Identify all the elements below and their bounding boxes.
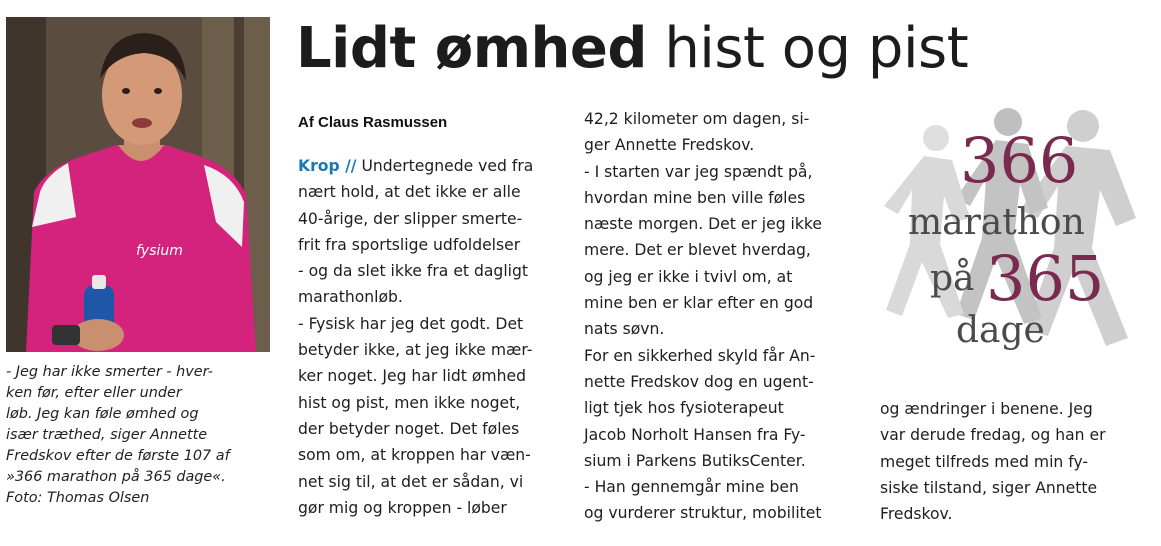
- byline: Af Claus Rasmussen: [298, 114, 448, 131]
- column-line: mine ben er klar efter en god: [584, 294, 814, 313]
- article-column-3: [880, 396, 1142, 527]
- article-column-2: [584, 106, 854, 527]
- column-line: som om, at kroppen har væn-: [298, 446, 531, 465]
- column-line: næste morgen. Det er jeg ikke: [584, 215, 822, 234]
- logo-number-366: 366: [960, 124, 1079, 197]
- column-line: og ændringer i benene. Jeg: [880, 400, 1093, 418]
- column-line: nette Fredskov dog en ugent-: [584, 372, 814, 391]
- caption-line: »366 marathon på 365 dage«.: [6, 469, 226, 485]
- column-line: marathonløb.: [298, 288, 403, 307]
- column-line: hist og pist, men ikke noget,: [298, 393, 521, 412]
- caption-line: ken før, efter eller under: [6, 385, 182, 401]
- caption-line: Foto: Thomas Olsen: [6, 490, 150, 506]
- column-line: - Han gennemgår mine ben: [584, 478, 799, 497]
- column-line: Fredskov.: [880, 505, 953, 524]
- column-line: nært hold, at det ikke er alle: [298, 183, 521, 202]
- column-line: [298, 153, 566, 179]
- column-line: net sig til, at det er sådan, vi: [298, 472, 524, 491]
- column-line: og jeg er ikke i tvivl om, at: [584, 267, 793, 286]
- runner-photo: [6, 17, 270, 352]
- caption-line: især træthed, siger Annette: [6, 427, 208, 443]
- headline-bold: Lidt ømhed: [296, 16, 647, 81]
- column-line: der betyder noget. Det føles: [298, 419, 520, 438]
- caption-line: Fredskov efter de første 107 af: [6, 448, 230, 464]
- column-line: hvordan mine ben ville føles: [584, 188, 806, 207]
- column-line: Jacob Norholt Hansen fra Fy-: [584, 425, 806, 444]
- section-kicker: Krop //: [298, 157, 357, 175]
- column-line: var derude fredag, og han er: [880, 426, 1106, 445]
- column-line: ger Annette Fredskov.: [584, 136, 755, 155]
- column-line: gør mig og kroppen - løber: [298, 498, 507, 517]
- caption-line: løb. Jeg kan føle ømhed og: [6, 406, 199, 422]
- logo-word-dage: dage: [956, 310, 1045, 351]
- runner-photo-illustration: [6, 17, 270, 352]
- column-line: og vurderer struktur, mobilitet: [584, 504, 822, 523]
- photo-caption: [6, 362, 270, 509]
- headline-light: hist og pist: [664, 16, 969, 81]
- column-line: - Fysisk har jeg det godt. Det: [298, 314, 524, 333]
- logo-word-paa: på: [930, 258, 975, 299]
- column-line: 42,2 kilometer om dagen, si-: [584, 110, 810, 128]
- column-line: 40-årige, der slipper smerte-: [298, 209, 523, 228]
- article-headline: [296, 14, 968, 84]
- column-line: meget tilfreds med min fy-: [880, 452, 1089, 471]
- column-line: mere. Det er blevet hverdag,: [584, 241, 811, 260]
- column-line-rest: Undertegnede ved fra: [356, 157, 534, 175]
- logo-number-365: 365: [986, 242, 1105, 315]
- column-line: nats søvn.: [584, 320, 665, 339]
- column-line: siske tilstand, siger Annette: [880, 478, 1098, 497]
- runners-silhouette-graphic: [878, 98, 1146, 368]
- column-line: - og da slet ikke fra et dagligt: [298, 262, 529, 281]
- column-line: - I starten var jeg spændt på,: [584, 162, 813, 181]
- caption-line: - Jeg har ikke smerter - hver-: [6, 364, 213, 380]
- 366-marathon-logo: [878, 98, 1146, 368]
- column-line: sium i Parkens ButiksCenter.: [584, 451, 806, 470]
- column-line: ligt tjek hos fysioterapeut: [584, 399, 784, 418]
- article-column-1: [298, 153, 566, 521]
- shirt-logo: fysium: [136, 243, 183, 259]
- column-line: frit fra sportslige udfoldelser: [298, 235, 521, 254]
- logo-word-marathon: marathon: [908, 202, 1085, 243]
- column-line: For en sikkerhed skyld får An-: [584, 346, 816, 365]
- column-line: ker noget. Jeg har lidt ømhed: [298, 367, 526, 386]
- column-line: betyder ikke, at jeg ikke mær-: [298, 341, 533, 360]
